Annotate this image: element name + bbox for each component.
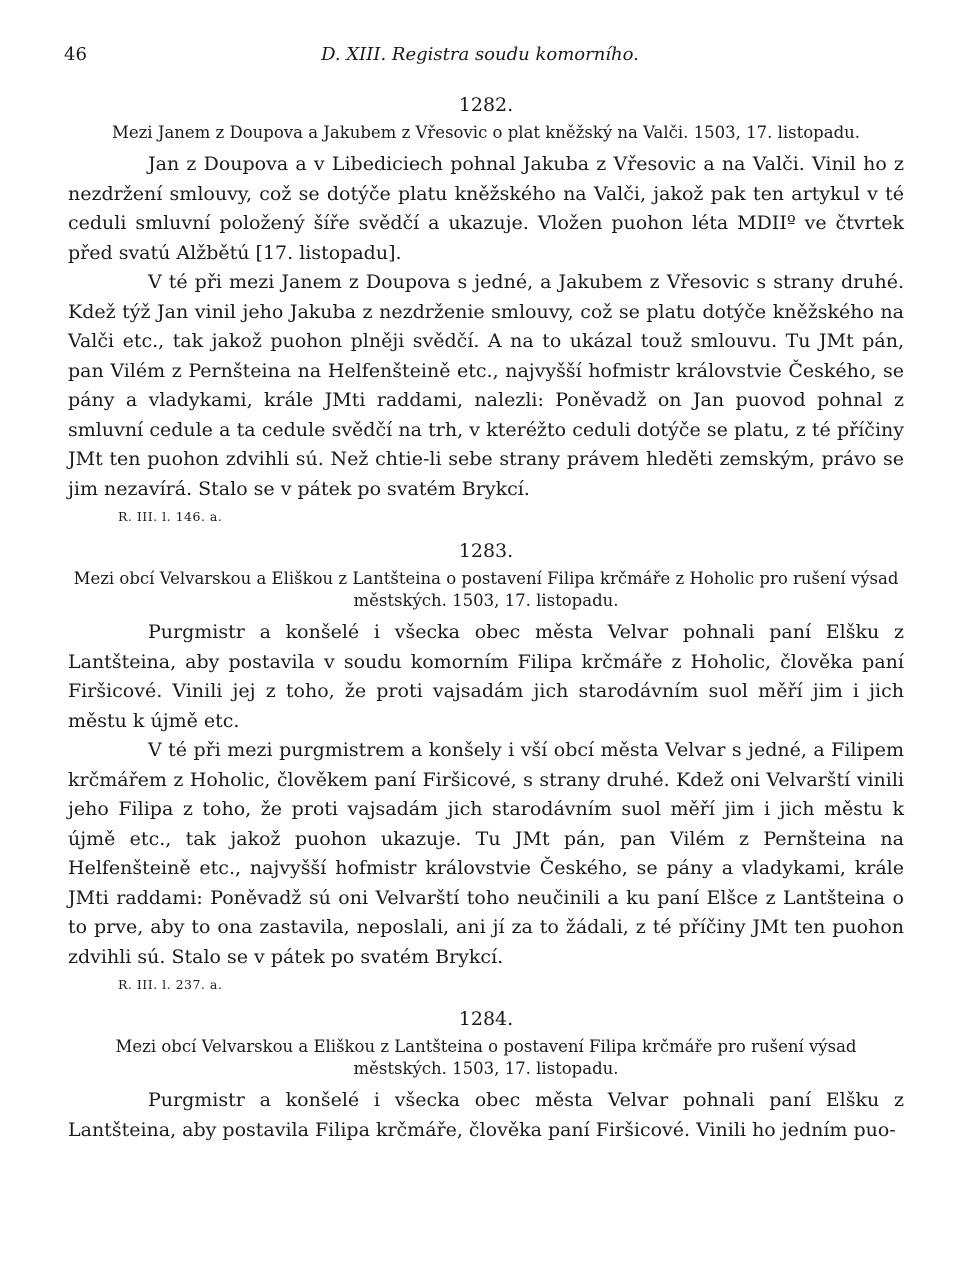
body-paragraph: Jan z Doupova a v Libediciech pohnal Jakuba z Vřesovic a na Valči. Vinil ho z nezdržení smlouvy, což se dotýče platu kněžského na Valči, jakož pak ten artykul v té ceduli smluvní položený šíře svědčí a ukazuje. Vložen puohon léta MDIIº ve čtvrtek před svatú Alžbětú [17. listopadu]. bbox=[68, 153, 904, 264]
entry-number: 1284. bbox=[458, 1008, 514, 1030]
archive-signature: R. III. l. 237. a. bbox=[118, 977, 223, 992]
running-head: D. XIII. Registra soudu komorního. bbox=[321, 44, 639, 65]
body-paragraph: V té při mezi Janem z Doupova s jedné, a Jakubem z Vřesovic s strany druhé. Kdež týž Jan vinil jeho Jakuba z nezdrženie smlouvy, což se platu dotýče kněžského na Valči etc., tak jakož puohon plněji svědčí. A na to ukázal touž smlouvu. Tu JMt pán, pan Vilém z Pernšteina na Helfenšteině etc., najvyšší hofmistr královstvie Českého, se pány a vladykami, krále JMti raddami, nalezli: Poněvadž on Jan puovod pohnal z smluvní cedule a ta cedule svědčí na trh, v kteréžto ceduli dotýče se platu, z té příčiny JMt ten puohon zdvihli sú. Než chtie-li sebe strany právem hleděti zemským, právo se jim nezavírá. Stalo se v pátek po svatém Brykcí. bbox=[68, 271, 904, 500]
entry-title: Mezi obcí Velvarskou a Eliškou z Lantšteina o postavení Filipa krčmáře z Hoholic pro rušení výsad městských. 1503, 17. listopadu. bbox=[73, 569, 899, 610]
entry-1284 bbox=[68, 1006, 904, 1145]
entry-number: 1283. bbox=[458, 540, 514, 562]
entry-title: Mezi Janem z Doupova a Jakubem z Vřesovic o plat kněžský na Valči. 1503, 17. listopadu. bbox=[111, 123, 861, 142]
archive-signature: R. III. l. 146. a. bbox=[118, 509, 223, 524]
entry-1282 bbox=[68, 92, 904, 528]
entry-1283 bbox=[68, 538, 904, 996]
body-paragraph: V té při mezi purgmistrem a konšely i vší obcí města Velvar s jedné, a Filipem krčmářem z Hoholic, člověkem paní Firšicové, s strany druhé. Kdež oni Velvarští vinili jeho Filipa z toho, že proti vajsadám jich starodávním suol měří jim i jich městu k újmě etc., tak jakož puohon ukazuje. Tu JMt pán, pan Vilém z Pernšteina na Helfenšteině etc., najvyšší hofmistr královstvie Českého, se pány a vladykami, krále JMti raddami: Poněvadž sú oni Velvarští toho neučinili a ku paní Elšce z Lantšteina o to prve, aby to ona zastavila, neposlali, ani jí za to žádali, z té příčiny JMt ten puohon zdvihli sú. Stalo se v pátek po svatém Brykcí. bbox=[68, 739, 904, 968]
entry-title: Mezi obcí Velvarskou a Eliškou z Lantšteina o postavení Filipa krčmáře pro rušení výsad městských. 1503, 17. listopadu. bbox=[115, 1037, 857, 1078]
body-paragraph: Purgmistr a konšelé i všecka obec města Velvar pohnali paní Elšku z Lantšteina, aby postavila Filipa krčmáře, člověka paní Firšicové. Vinili ho jedním puo- bbox=[68, 1089, 904, 1141]
page-content bbox=[68, 92, 904, 1155]
entry-number: 1282. bbox=[458, 94, 514, 116]
page-header bbox=[64, 44, 896, 72]
body-paragraph: Purgmistr a konšelé i všecka obec města Velvar pohnali paní Elšku z Lantšteina, aby postavila v soudu komorním Filipa krčmáře z Hoholic, člověka paní Firšicové. Vinili jej z toho, že proti vajsadám jich starodávním suol měří jim i jich městu k újmě etc. bbox=[68, 621, 904, 732]
page-number: 46 bbox=[64, 44, 87, 65]
